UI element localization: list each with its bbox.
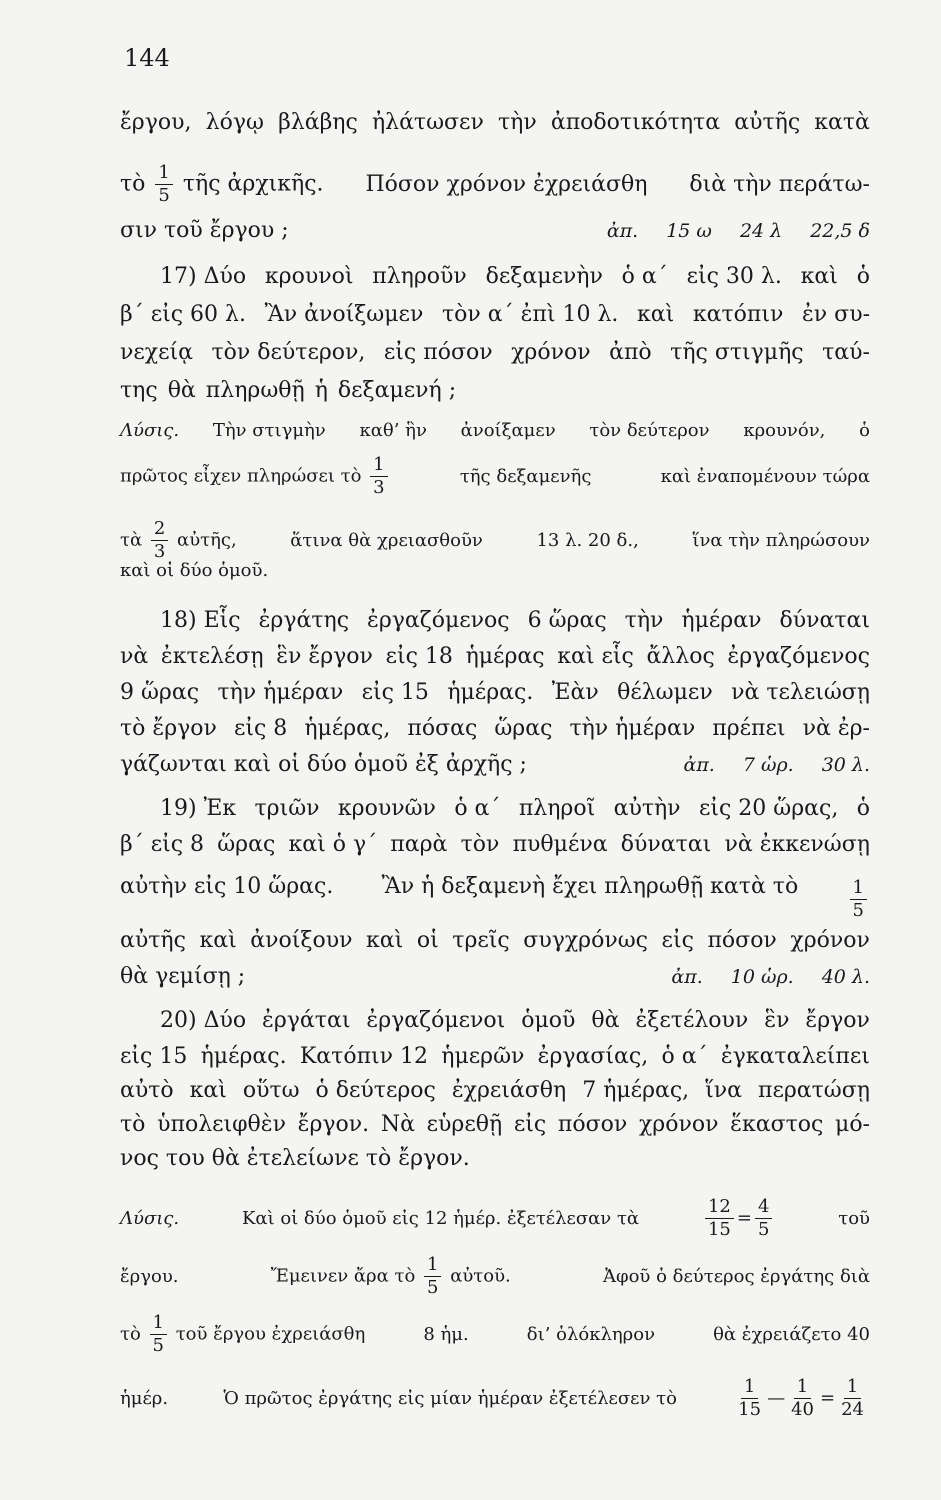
solution-17-line-2: πρῶτος εἶχεν πληρώσει τὸ $\frac{1}{3}$ τῆς δεξαμενῆς καὶ ἐναπομένουν τώρα xyxy=(120,454,870,498)
solution-17-line-1: Λύσις. Τὴν στιγμὴν καθ’ ἣν ἀνοίξαμεν τὸν δεύτερον κρουνόν, ὁ xyxy=(120,416,870,446)
answer: ἀπ. 15 ω 24 λ 22,5 δ xyxy=(606,220,870,242)
solution-17-line-4: καὶ οἱ δύο ὁμοῦ. xyxy=(120,560,269,581)
problem-18-line-4: τὸ ἔργον εἰς 8 ἡμέρας, πόσας ὥρας τὴν ἡμέραν πρέπει νὰ ἐρ- xyxy=(120,716,870,741)
answer: ἀπ. 7 ὡρ. 30 λ. xyxy=(683,754,870,776)
fraction-one-third: $\frac{1}{3}$ xyxy=(370,454,387,499)
problem-18-line-1: 18) Εἷς ἐργάτης ἐργαζόμενος 6 ὥρας τὴν ἡμέραν δύναται xyxy=(160,608,870,633)
solution-label: Λύσις. xyxy=(120,420,180,441)
fraction-one-fortieth: $\frac{1}{40}$ xyxy=(791,1376,814,1420)
text-line-3: σιν τοῦ ἔργου ; ἀπ. 15 ω 24 λ 22,5 δ xyxy=(120,216,870,246)
problem-17-line-4: της θὰ πληρωθῇ ἡ δεξαμενή ; xyxy=(120,378,457,403)
problem-20-line-2: εἰς 15 ἡμέρας. Κατόπιν 12 ἡμερῶν ἐργασίας, ὁ α΄ ἐγκαταλείπει xyxy=(120,1044,870,1069)
problem-18-line-2: νὰ ἐκτελέσῃ ἓν ἔργον εἰς 18 ἡμέρας καὶ εἷς ἄλλος ἐργαζόμενος xyxy=(120,644,870,669)
answer: ἀπ. 10 ὡρ. 40 λ. xyxy=(671,966,870,988)
problem-20-line-3: αὐτὸ καὶ οὕτω ὁ δεύτερος ἐχρειάσθη 7 ἡμέρας, ἵνα περατώσῃ xyxy=(120,1078,870,1103)
problem-19-line-1: 19) Ἐκ τριῶν κρουνῶν ὁ α΄ πληροῖ αὐτὴν εἰς 20 ὥρας, ὁ xyxy=(160,796,870,821)
problem-20-line-4: τὸ ὑπολειφθὲν ἔργον. Νὰ εὑρεθῇ εἰς πόσον χρόνον ἕκαστος μό- xyxy=(120,1112,870,1137)
problem-20-line-1: 20) Δύο ἐργάται ἐργαζόμενοι ὁμοῦ θὰ ἐξετέλουν ἓν ἔργον xyxy=(160,1008,870,1033)
solution-20-line-2: ἔργου. Ἔμεινεν ἄρα τὸ $\frac{1}{5}$ αὐτοῦ. Ἀφοῦ ὁ δεύτερος ἐργάτης διὰ xyxy=(120,1254,870,1298)
problem-18-line-5: γάζωνται καὶ οἱ δύο ὁμοῦ ἐξ ἀρχῆς ; ἀπ. 7 ὡρ. 30 λ. xyxy=(120,750,870,780)
problem-18-line-3: 9 ὥρας τὴν ἡμέραν εἰς 15 ἡμέρας. Ἐὰν θέλωμεν νὰ τελειώσῃ xyxy=(120,680,870,705)
problem-17-line-3: νεχείᾳ τὸν δεύτερον, εἰς πόσον χρόνον ἀπὸ τῆς στιγμῆς ταύ- xyxy=(120,340,870,365)
fraction-one-fifth: $\frac{1}{5}$ xyxy=(150,1312,167,1357)
fraction-four-fifths: $\frac{4}{5}$ xyxy=(755,1196,772,1241)
solution-17-line-3: τὰ $\frac{2}{3}$ αὐτῆς, ἅτινα θὰ χρειασθοῦν 13 λ. 20 δ., ἵνα τὴν πληρώσουν xyxy=(120,518,870,562)
fraction-one-fifth: $\frac{1}{5}$ xyxy=(155,162,172,207)
text-line-1: ἔργου, λόγῳ βλάβης ἠλάτωσεν τὴν ἀποδοτικότητα αὐτῆς κατὰ xyxy=(120,110,870,135)
fraction-twelve-fifteenths: $\frac{12}{15}$ xyxy=(705,1196,734,1241)
problem-19-line-2: β΄ εἰς 8 ὥρας καὶ ὁ γ΄ παρὰ τὸν πυθμένα δύναται νὰ ἐκκενώσῃ xyxy=(120,832,870,857)
solution-label: Λύσις. xyxy=(120,1207,180,1229)
fraction-one-fifteenth: $\frac{1}{15}$ xyxy=(738,1376,762,1420)
problem-19-line-3: αὐτὴν εἰς 10 ὥρας. Ἂν ἡ δεξαμενὴ ἔχει πληρωθῇ κατὰ τὸ 1 5 xyxy=(120,872,870,922)
problem-19-line-5: θὰ γεμίσῃ ; ἀπ. 10 ὡρ. 40 λ. xyxy=(120,962,870,992)
problem-17-line-1: 17) Δύο κρουνοὶ πληροῦν δεξαμενὴν ὁ α΄ εἰς 30 λ. καὶ ὁ xyxy=(160,264,870,289)
solution-20-line-1: Λύσις. Καὶ οἱ δύο ὁμοῦ εἰς 12 ἡμέρ. ἐξετέλεσαν τὰ $\frac{12}{15}$ = $\frac{4}{5}$ τοῦ xyxy=(120,1196,870,1240)
text-line-2: τὸ $\frac{1}{5}$ τῆς ἀρχικῆς. Πόσον χρόνον ἐχρειάσθη διὰ τὴν περάτω- xyxy=(120,162,870,206)
solution-20-line-3: τὸ $\frac{1}{5}$ τοῦ ἔργου ἐχρειάσθη 8 ἡμ. δι’ ὁλόκληρον θὰ ἐχρειάζετο 40 xyxy=(120,1312,870,1356)
fraction-one-fifth: 1 5 xyxy=(850,877,867,922)
solution-20-line-4: ἡμέρ. Ὁ πρῶτος ἐργάτης εἰς μίαν ἡμέραν ἐξετέλεσεν τὸ $\frac{1}{15}$ — $\frac{1}{40}$ = $\frac{1}{24}$ xyxy=(120,1376,870,1421)
problem-17-line-2: β΄ εἰς 60 λ. Ἂν ἀνοίξωμεν τὸν α΄ ἐπὶ 10 λ. καὶ κατόπιν ἐν συ- xyxy=(120,302,870,327)
problem-19-line-4: αὐτῆς καὶ ἀνοίξουν καὶ οἱ τρεῖς συγχρόνως εἰς πόσον χρόνον xyxy=(120,928,870,953)
fraction-one-twentyfourth: $\frac{1}{24}$ xyxy=(841,1376,864,1420)
page-number: 144 xyxy=(124,44,170,72)
fraction-one-fifth: $\frac{1}{5}$ xyxy=(424,1254,441,1299)
problem-20-line-5: νος του θὰ ἐτελείωνε τὸ ἔργον. xyxy=(120,1146,470,1171)
fraction-two-thirds: $\frac{2}{3}$ xyxy=(151,518,168,563)
